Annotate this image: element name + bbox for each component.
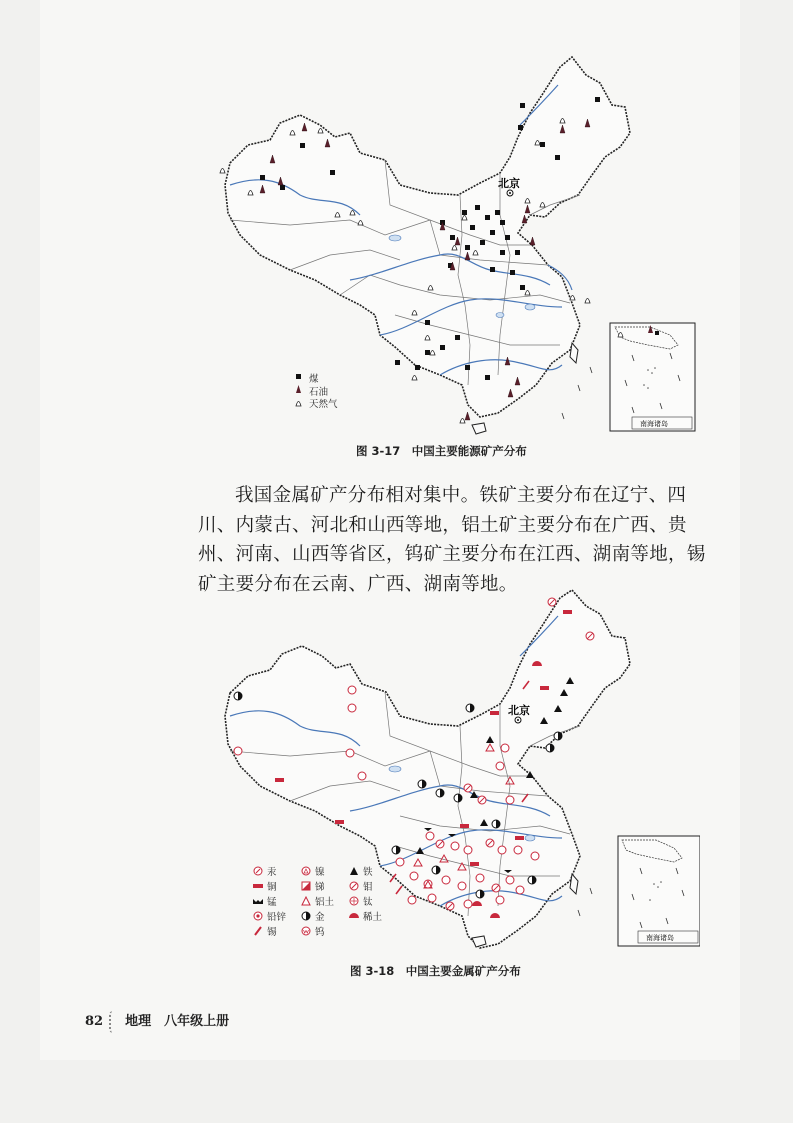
- legend-antimony: [301, 880, 349, 892]
- china-outline: [225, 57, 630, 417]
- gas-icon: [295, 397, 303, 407]
- legend-gold: [301, 910, 349, 922]
- manganese-icon: [253, 896, 263, 906]
- legend-titanium-label: 钛: [363, 897, 373, 908]
- legend-bauxite: [301, 895, 349, 907]
- antimony-icon: [301, 881, 311, 891]
- inset-label-2: 南海诸岛: [646, 934, 674, 942]
- body-paragraph: 我国金属矿产分布相对集中。铁矿主要分布在辽宁、四川、内蒙古、河北和山西等地，铝土矿主要分布在广西、贵州、河南、山西等省区，钨矿主要分布在江西、湖南等地，锡矿主要分布在云南、广西、湖南等地。: [198, 485, 706, 595]
- legend-rare-earth-label: 稀土: [363, 912, 383, 923]
- page-number: 82: [85, 1014, 104, 1029]
- titanium-icon: [349, 896, 359, 906]
- legend-tin: [253, 925, 301, 937]
- tin-icon: [253, 926, 263, 936]
- south-sea-inset-2: [618, 836, 700, 946]
- footer-separator: [109, 1011, 117, 1033]
- oil-icon: [295, 384, 303, 394]
- iron-icon: [349, 866, 359, 876]
- book-title: 地理 八年级上册: [125, 1014, 230, 1029]
- energy-map: [200, 45, 700, 435]
- legend-nickel-label: 镍: [315, 867, 325, 878]
- legend-nickel: [301, 865, 349, 877]
- lead-zinc-icon: [253, 911, 263, 921]
- south-sea-inset-1: [610, 323, 695, 431]
- legend-iron: [349, 865, 389, 877]
- legend-copper-label: 铜: [267, 882, 277, 893]
- legend-gas: [295, 397, 338, 410]
- legend-gas-label: 天然气: [309, 399, 338, 411]
- legend-tungsten: [301, 925, 349, 937]
- legend-molybdenum-label: 钼: [363, 882, 373, 893]
- copper-icon: [253, 881, 263, 891]
- legend-mercury-label: 汞: [267, 867, 277, 878]
- nickel-icon: [301, 866, 311, 876]
- legend-bauxite-label: 铝土: [315, 897, 335, 908]
- beijing-label-2: 北京: [508, 704, 530, 717]
- metal-legend: [253, 865, 389, 937]
- legend-coal: [295, 372, 338, 385]
- legend-titanium: [349, 895, 389, 907]
- page-footer: [85, 1010, 229, 1033]
- caption-energy-map: 图 3-17 中国主要能源矿产分布: [356, 444, 527, 458]
- legend-copper: [253, 880, 301, 892]
- legend-tungsten-label: 钨: [315, 927, 325, 938]
- legend-oil-label: 石油: [309, 386, 329, 398]
- caption-metal-map: 图 3-18 中国主要金属矿产分布: [350, 964, 521, 978]
- legend-oil: [295, 385, 338, 398]
- legend-coal-label: 煤: [309, 374, 319, 386]
- legend-mercury: [253, 865, 301, 877]
- legend-tin-label: 锡: [267, 927, 277, 938]
- mercury-icon: [253, 866, 263, 876]
- legend-lead-zinc: [253, 910, 301, 922]
- legend-manganese: [253, 895, 301, 907]
- legend-gold-label: 金: [315, 912, 325, 923]
- legend-iron-label: 铁: [363, 867, 373, 878]
- legend-molybdenum: [349, 880, 389, 892]
- rare-earth-icon: [349, 911, 359, 921]
- energy-map-svg: [200, 45, 700, 435]
- energy-legend: [295, 372, 338, 410]
- gold-icon: [301, 911, 311, 921]
- legend-antimony-label: 锑: [315, 882, 325, 893]
- legend-manganese-label: 锰: [267, 897, 277, 908]
- molybdenum-icon: [349, 881, 359, 891]
- legend-rare-earth: [349, 910, 389, 922]
- coal-icon: [295, 373, 303, 381]
- inset-label-1: 南海诸岛: [640, 420, 668, 428]
- tungsten-icon: [301, 926, 311, 936]
- legend-lead-zinc-label: 铅锌: [267, 912, 287, 923]
- bauxite-icon: [301, 896, 311, 906]
- beijing-label: 北京: [498, 177, 520, 190]
